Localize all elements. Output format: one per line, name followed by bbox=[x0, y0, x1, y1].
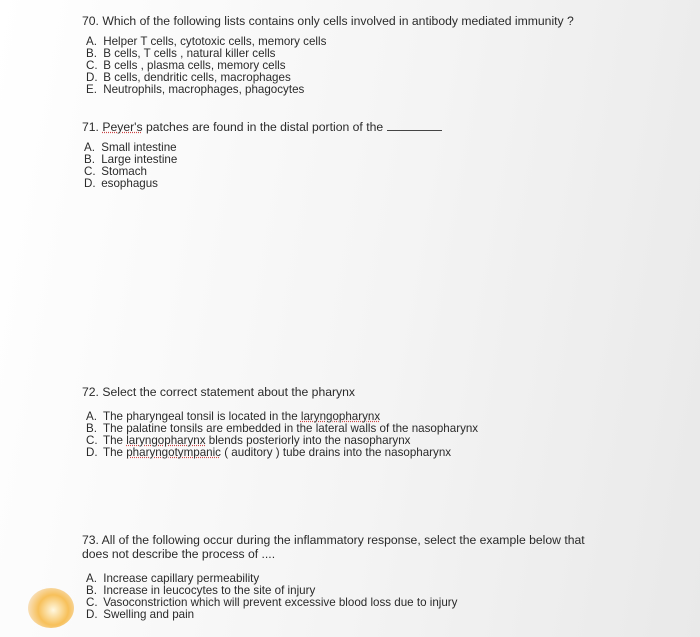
question-71-stem: 71. Peyer's patches are found in the distal portion of the bbox=[82, 120, 610, 134]
underlined-term: pharyngotympanic bbox=[126, 446, 221, 459]
question-72 bbox=[82, 385, 640, 459]
option: C. The laryngopharynx blends posteriorly into the nasopharynx bbox=[86, 434, 411, 447]
question-73-stem: 73. All of the following occur during the inflammatory response, select the example below that does not describe the process of .... bbox=[82, 533, 585, 561]
question-72-stem: 72. Select the correct statement about the pharynx bbox=[82, 385, 356, 399]
option: B. Large intestine bbox=[84, 153, 178, 166]
question-73-options bbox=[86, 573, 660, 621]
option: C. Vasoconstriction which will prevent excessive blood loss due to injury bbox=[86, 596, 458, 609]
option: B. The palatine tonsils are embedded in the lateral walls of the nasopharynx bbox=[86, 422, 479, 435]
option: E. Neutrophils, macrophages, phagocytes bbox=[86, 83, 305, 96]
option: A. Small intestine bbox=[84, 141, 177, 154]
question-71 bbox=[82, 120, 610, 190]
option: A. The pharyngeal tonsil is located in the laryngopharynx bbox=[86, 410, 381, 423]
option: A. Helper T cells, cytotoxic cells, memory cells bbox=[86, 35, 327, 48]
underlined-term: Peyer's bbox=[102, 120, 143, 134]
question-71-options bbox=[84, 142, 610, 190]
question-70 bbox=[82, 14, 610, 96]
option: B. B cells, T cells , natural killer cells bbox=[86, 47, 276, 60]
underlined-term: laryngopharynx bbox=[126, 434, 206, 447]
option: A. Increase capillary permeability bbox=[86, 572, 260, 585]
option: D. Swelling and pain bbox=[86, 608, 195, 621]
light-glare bbox=[28, 588, 74, 628]
option: B. Increase in leucocytes to the site of injury bbox=[86, 584, 316, 597]
option: C. Stomach bbox=[84, 165, 147, 178]
option: D. esophagus bbox=[84, 177, 158, 190]
option: D. B cells, dendritic cells, macrophages bbox=[86, 71, 291, 84]
answer-blank bbox=[387, 130, 442, 131]
option: D. The pharyngotympanic ( auditory ) tube drains into the nasopharynx bbox=[86, 446, 452, 459]
option: C. B cells , plasma cells, memory cells bbox=[86, 59, 286, 72]
question-70-stem: 70. Which of the following lists contains only cells involved in antibody mediated immunity ? bbox=[82, 14, 574, 28]
underlined-term: laryngopharynx bbox=[300, 410, 381, 423]
question-70-options bbox=[86, 36, 610, 96]
question-73 bbox=[82, 533, 660, 621]
question-72-options bbox=[86, 411, 640, 459]
